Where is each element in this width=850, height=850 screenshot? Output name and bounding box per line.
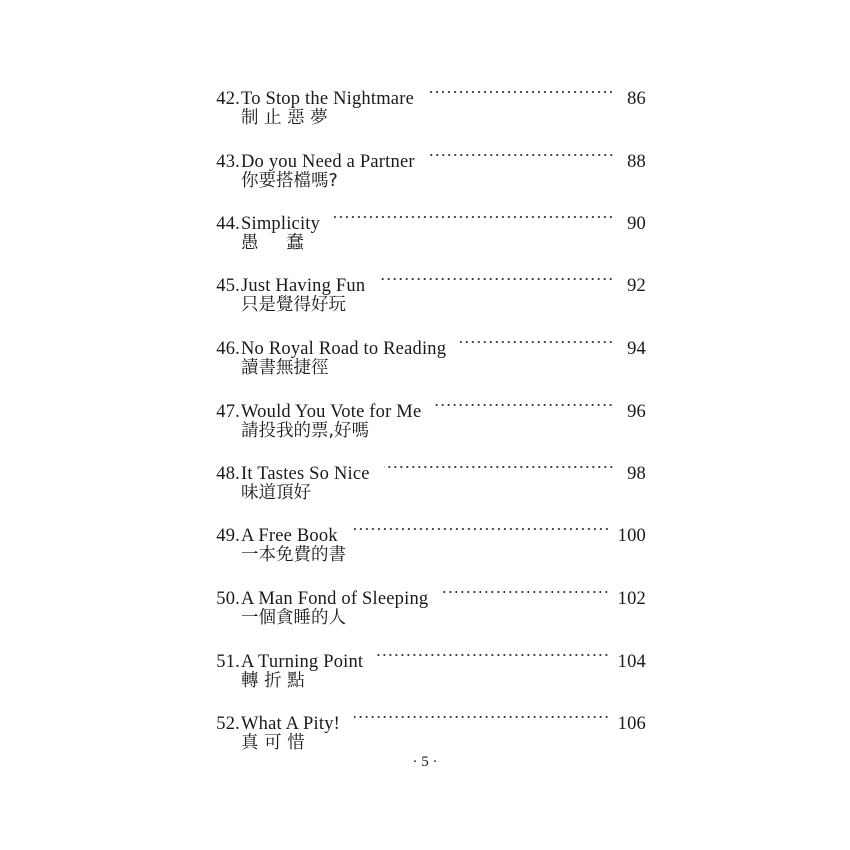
entry-chinese-title: 愚 蠢 — [241, 233, 304, 253]
entry-chinese-title: 你要搭檔嗎? — [241, 171, 338, 191]
page-number: · 5 · — [412, 754, 438, 770]
toc-entry-line — [200, 326, 646, 359]
entry-page-number: 102 — [617, 589, 646, 609]
entry-page-number: 104 — [617, 652, 646, 672]
entry-number: 50. — [216, 589, 240, 609]
entry-page-number: 98 — [627, 464, 646, 484]
toc-entry — [200, 451, 646, 507]
entry-chinese-title: 味道頂好 — [241, 483, 311, 503]
entry-chinese-title: 轉 折 點 — [241, 671, 305, 691]
dot-leader — [334, 201, 614, 229]
toc-entry-line — [200, 701, 646, 734]
entry-page-number: 86 — [627, 89, 646, 109]
toc-entry — [200, 513, 646, 569]
toc-entry — [200, 76, 646, 132]
entry-page-number: 90 — [627, 214, 646, 234]
entry-title: Simplicity — [241, 214, 321, 234]
toc-entry — [200, 326, 646, 382]
entry-chinese-title: 請投我的票,好嗎 — [241, 421, 370, 441]
dot-leader — [352, 513, 610, 541]
entry-number: 43. — [216, 152, 240, 172]
entry-page-number: 96 — [627, 402, 646, 422]
toc-entry-line — [200, 76, 646, 109]
dot-leader — [428, 76, 614, 104]
dot-leader — [379, 263, 614, 291]
dot-leader — [384, 451, 614, 479]
entry-number: 45. — [216, 276, 240, 296]
entry-page-number: 106 — [617, 714, 646, 734]
dot-leader — [435, 389, 614, 417]
toc-entry — [200, 263, 646, 319]
entry-title: No Royal Road to Reading — [241, 339, 447, 359]
dot-leader — [460, 326, 614, 354]
entry-title: A Turning Point — [241, 652, 364, 672]
entry-page-number: 88 — [627, 152, 646, 172]
entry-page-number: 100 — [617, 526, 646, 546]
entry-number: 49. — [216, 526, 240, 546]
entry-title: A Man Fond of Sleeping — [241, 589, 429, 609]
toc-entry-line — [200, 639, 646, 672]
entry-number: 48. — [216, 464, 240, 484]
toc-entry-line — [200, 513, 646, 546]
entry-chinese-title: 一本免費的書 — [241, 545, 346, 565]
entry-title: Just Having Fun — [241, 276, 366, 296]
entry-number: 47. — [216, 402, 240, 422]
entry-title: Would You Vote for Me — [241, 402, 422, 422]
toc-entry — [200, 639, 646, 695]
dot-leader — [354, 701, 610, 729]
entry-number: 51. — [216, 652, 240, 672]
entry-chinese-title: 一個貪睡的人 — [241, 608, 346, 628]
entry-chinese-title: 讀書無捷徑 — [241, 358, 329, 378]
entry-number: 44. — [216, 214, 240, 234]
toc-entry — [200, 576, 646, 632]
entry-number: 52. — [216, 714, 240, 734]
entry-number: 42. — [216, 89, 240, 109]
entry-title: Do you Need a Partner — [241, 152, 415, 172]
toc-entry — [200, 139, 646, 195]
dot-leader — [442, 576, 609, 604]
entry-title: A Free Book — [241, 526, 338, 546]
toc-entry-line — [200, 263, 646, 296]
toc-entry — [200, 701, 646, 757]
entry-chinese-title: 制 止 惡 夢 — [241, 108, 328, 128]
toc-entry — [200, 201, 646, 257]
entry-title: What A Pity! — [241, 714, 341, 734]
entry-chinese-title: 真 可 惜 — [241, 733, 305, 753]
toc-entry-line — [200, 389, 646, 422]
toc-entry — [200, 389, 646, 445]
entry-title: It Tastes So Nice — [241, 464, 370, 484]
entry-number: 46. — [216, 339, 240, 359]
dot-leader — [377, 639, 609, 667]
entry-title: To Stop the Nightmare — [241, 89, 414, 109]
entry-page-number: 92 — [627, 276, 646, 296]
toc-entry-line — [200, 451, 646, 484]
toc-entry-line — [200, 576, 646, 609]
dot-leader — [429, 139, 614, 167]
entry-chinese-title: 只是覺得好玩 — [241, 295, 346, 315]
toc-entry-line — [200, 201, 646, 234]
toc-entry-line — [200, 139, 646, 172]
entry-page-number: 94 — [627, 339, 646, 359]
